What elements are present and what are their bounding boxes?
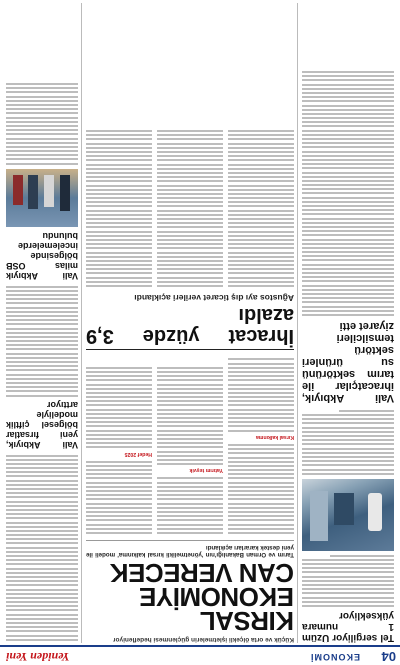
lower-story: [86, 128, 294, 350]
main-headline-line2: CAN VERECEK: [110, 558, 294, 589]
left-column: [302, 3, 394, 643]
left-top-photo: [302, 479, 394, 551]
center-column: [86, 3, 294, 643]
right-headline-1: Vali Akbıyık, yeni fırsatlar bölgesel çiftlik modeliyle arttıyor: [6, 399, 78, 450]
main-body-col-2: [157, 356, 223, 536]
main-subhead-3: Hedef 2025: [124, 450, 152, 457]
lower-subheadline: Ağustos ayı dış ticaret verileri açıklandı: [134, 293, 294, 304]
main-body-col-1: [228, 356, 294, 536]
main-deck: Tarım ve Orman Bakanlığı'nın 'yönetmelikli kırsal kalkınma' modeli ile yeni destek kararları açıklandı: [86, 540, 294, 558]
left-top-body: [302, 555, 394, 607]
lower-headline: İhracat yüzde 3,9 azaldı: [86, 304, 294, 348]
main-subhead-2: Yatırım teşvik: [189, 467, 223, 474]
main-headline-line1: KIRSAL EKONOMİYE: [139, 582, 294, 637]
section-name: EKONOMİ: [309, 652, 360, 662]
right-column: [6, 3, 78, 643]
main-subhead-1: Kırsal kalkınma: [255, 433, 294, 440]
left-top-headline: Tel sergiliyor Üzüm 1 numara yüksekliyor: [302, 610, 394, 643]
right-headline-2: Vali Akbıyık milas OSB bölgesinde incelemelerde bulundu: [6, 230, 78, 281]
page-folio: [0, 645, 400, 665]
newspaper-logo: Yeniden Yeni: [6, 650, 70, 664]
page-number: 04: [381, 649, 396, 664]
main-body-columns: [86, 356, 294, 536]
main-kicker: Küçük ve orta ölçekli işletmelerin güçlenmesi hedefleniyor: [113, 636, 294, 643]
left-mid-headline: Vali Akbıyık, ihracatçılar ile tarım sektörünü su ürünleri sektörü temsilcileri ziyaret etti: [302, 319, 394, 404]
main-body-col-3: [86, 356, 152, 536]
right-photo: [6, 169, 78, 227]
